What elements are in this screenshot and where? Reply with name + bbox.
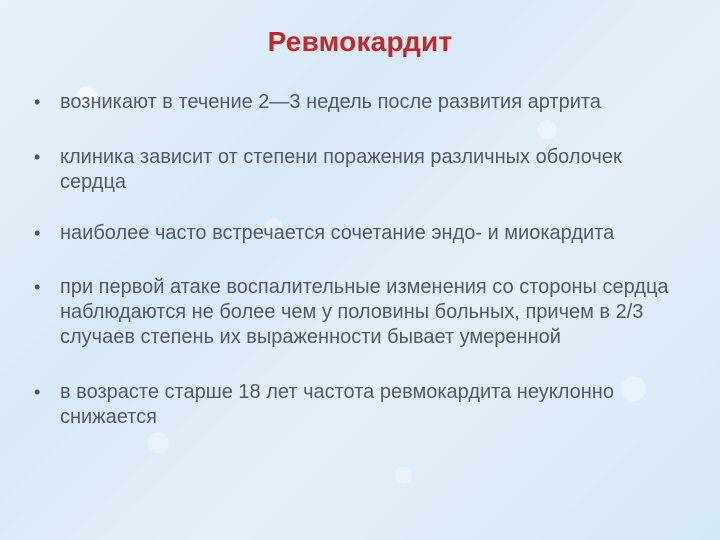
- bullet-item: • наиболее часто встречается сочетание эндо- и миокардита: [34, 221, 684, 246]
- bullet-item: • клиника зависит от степени поражения различных оболочек сердца: [34, 145, 684, 195]
- slide-title: Ревмокардит: [267, 26, 453, 57]
- bullet-item: • возникают в течение 2—3 недель после развития артрита: [34, 90, 684, 115]
- bullet-list: [34, 90, 684, 460]
- bullet-item: • в возрасте старше 18 лет частота ревмокардита неуклонно снижается: [34, 380, 684, 430]
- bullet-item: • при первой атаке воспалительные изменения со стороны сердца наблюдаются не более чем у половины больных, причем в 2/3 случаев степень их выраженности бывает умеренной: [34, 275, 684, 350]
